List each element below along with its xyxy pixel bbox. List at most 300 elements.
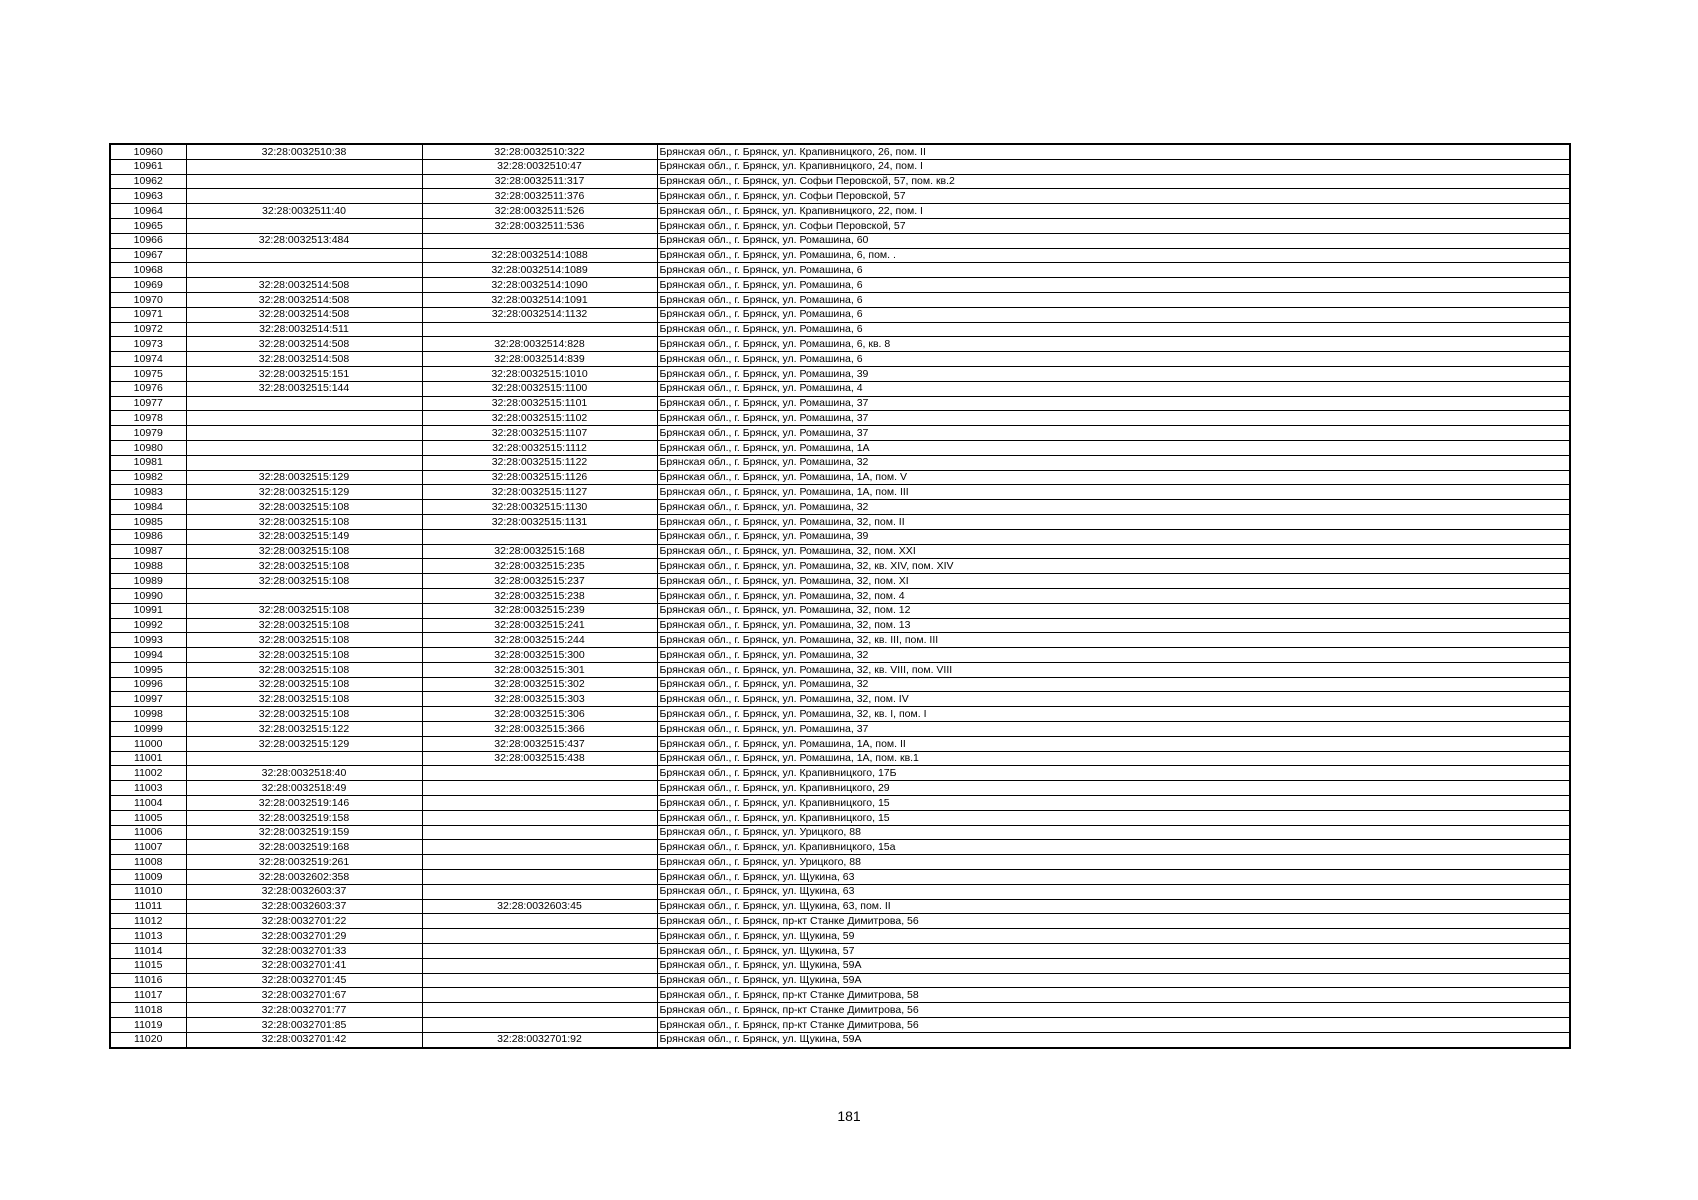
address-cell: Брянская обл., г. Брянск, ул. Ромашина, 32	[657, 677, 1570, 692]
object-cadastral-cell: 32:28:0032515:438	[422, 751, 657, 766]
table-row	[110, 381, 1570, 396]
row-number-cell: 10963	[110, 189, 186, 204]
object-cadastral-cell: 32:28:0032514:839	[422, 352, 657, 367]
object-cadastral-cell: 32:28:0032515:1102	[422, 411, 657, 426]
row-number-cell: 10977	[110, 396, 186, 411]
object-cadastral-cell	[422, 233, 657, 248]
parcel-cadastral-cell: 32:28:0032514:508	[186, 307, 422, 322]
table-row	[110, 884, 1570, 899]
table-row	[110, 263, 1570, 278]
address-cell: Брянская обл., г. Брянск, ул. Ромашина, 37	[657, 411, 1570, 426]
object-cadastral-cell	[422, 855, 657, 870]
table-row	[110, 1032, 1570, 1047]
parcel-cadastral-cell: 32:28:0032519:261	[186, 855, 422, 870]
object-cadastral-cell	[422, 529, 657, 544]
table-row	[110, 396, 1570, 411]
row-number-cell: 10992	[110, 618, 186, 633]
table-row	[110, 722, 1570, 737]
table-row	[110, 144, 1570, 159]
object-cadastral-cell	[422, 988, 657, 1003]
parcel-cadastral-cell: 32:28:0032515:129	[186, 470, 422, 485]
row-number-cell: 10970	[110, 292, 186, 307]
row-number-cell: 10997	[110, 692, 186, 707]
address-cell: Брянская обл., г. Брянск, ул. Крапивницкого, 15а	[657, 840, 1570, 855]
parcel-cadastral-cell: 32:28:0032515:122	[186, 722, 422, 737]
parcel-cadastral-cell	[186, 396, 422, 411]
parcel-cadastral-cell: 32:28:0032515:129	[186, 736, 422, 751]
parcel-cadastral-cell: 32:28:0032519:168	[186, 840, 422, 855]
parcel-cadastral-cell: 32:28:0032519:146	[186, 796, 422, 811]
row-number-cell: 10996	[110, 677, 186, 692]
table-row	[110, 292, 1570, 307]
row-number-cell: 11014	[110, 944, 186, 959]
object-cadastral-cell	[422, 870, 657, 885]
address-cell: Брянская обл., г. Брянск, ул. Ромашина, 1А	[657, 440, 1570, 455]
row-number-cell: 10967	[110, 248, 186, 263]
parcel-cadastral-cell	[186, 263, 422, 278]
row-number-cell: 11017	[110, 988, 186, 1003]
object-cadastral-cell: 32:28:0032515:1122	[422, 455, 657, 470]
object-cadastral-cell: 32:28:0032515:1107	[422, 426, 657, 441]
object-cadastral-cell: 32:28:0032515:1010	[422, 366, 657, 381]
row-number-cell: 11000	[110, 736, 186, 751]
table-row	[110, 559, 1570, 574]
parcel-cadastral-cell	[186, 751, 422, 766]
parcel-cadastral-cell: 32:28:0032701:85	[186, 1018, 422, 1033]
row-number-cell: 11011	[110, 899, 186, 914]
parcel-cadastral-cell: 32:28:0032701:45	[186, 973, 422, 988]
parcel-cadastral-cell: 32:28:0032514:508	[186, 352, 422, 367]
row-number-cell: 11012	[110, 914, 186, 929]
address-cell: Брянская обл., г. Брянск, ул. Ромашина, 32, кв. VIII, пом. VIII	[657, 662, 1570, 677]
parcel-cadastral-cell: 32:28:0032603:37	[186, 899, 422, 914]
address-cell: Брянская обл., г. Брянск, ул. Щукина, 63, пом. II	[657, 899, 1570, 914]
address-cell: Брянская обл., г. Брянск, ул. Крапивницкого, 24, пом. I	[657, 159, 1570, 174]
parcel-cadastral-cell: 32:28:0032510:38	[186, 144, 422, 159]
object-cadastral-cell: 32:28:0032515:1131	[422, 514, 657, 529]
address-cell: Брянская обл., г. Брянск, ул. Ромашина, 32	[657, 500, 1570, 515]
parcel-cadastral-cell	[186, 174, 422, 189]
table-row	[110, 618, 1570, 633]
address-cell: Брянская обл., г. Брянск, ул. Ромашина, 1А, пом. II	[657, 736, 1570, 751]
table-row	[110, 766, 1570, 781]
address-cell: Брянская обл., г. Брянск, ул. Ромашина, 6	[657, 278, 1570, 293]
table-row	[110, 958, 1570, 973]
table-row	[110, 870, 1570, 885]
object-cadastral-cell: 32:28:0032603:45	[422, 899, 657, 914]
address-cell: Брянская обл., г. Брянск, пр-кт Станке Димитрова, 56	[657, 914, 1570, 929]
row-number-cell: 10989	[110, 574, 186, 589]
row-number-cell: 11008	[110, 855, 186, 870]
parcel-cadastral-cell: 32:28:0032515:108	[186, 544, 422, 559]
property-table-body	[110, 144, 1570, 1048]
row-number-cell: 11006	[110, 825, 186, 840]
parcel-cadastral-cell: 32:28:0032514:508	[186, 337, 422, 352]
row-number-cell: 10969	[110, 278, 186, 293]
address-cell: Брянская обл., г. Брянск, ул. Ромашина, 32, пом. 12	[657, 603, 1570, 618]
parcel-cadastral-cell: 32:28:0032515:129	[186, 485, 422, 500]
parcel-cadastral-cell	[186, 411, 422, 426]
table-row	[110, 248, 1570, 263]
address-cell: Брянская обл., г. Брянск, ул. Ромашина, 6	[657, 292, 1570, 307]
row-number-cell: 10965	[110, 218, 186, 233]
table-row	[110, 603, 1570, 618]
table-row	[110, 751, 1570, 766]
object-cadastral-cell: 32:28:0032515:1126	[422, 470, 657, 485]
address-cell: Брянская обл., г. Брянск, ул. Щукина, 63	[657, 884, 1570, 899]
row-number-cell: 11015	[110, 958, 186, 973]
table-row	[110, 914, 1570, 929]
address-cell: Брянская обл., г. Брянск, ул. Ромашина, 39	[657, 366, 1570, 381]
address-cell: Брянская обл., г. Брянск, ул. Крапивницкого, 17Б	[657, 766, 1570, 781]
object-cadastral-cell: 32:28:0032514:1088	[422, 248, 657, 263]
parcel-cadastral-cell: 32:28:0032518:49	[186, 781, 422, 796]
object-cadastral-cell	[422, 944, 657, 959]
address-cell: Брянская обл., г. Брянск, ул. Ромашина, 37	[657, 722, 1570, 737]
object-cadastral-cell	[422, 1018, 657, 1033]
row-number-cell: 10990	[110, 588, 186, 603]
row-number-cell: 10968	[110, 263, 186, 278]
parcel-cadastral-cell	[186, 440, 422, 455]
row-number-cell: 10973	[110, 337, 186, 352]
address-cell: Брянская обл., г. Брянск, ул. Крапивницкого, 15	[657, 796, 1570, 811]
parcel-cadastral-cell	[186, 588, 422, 603]
row-number-cell: 10986	[110, 529, 186, 544]
row-number-cell: 10987	[110, 544, 186, 559]
table-row	[110, 648, 1570, 663]
address-cell: Брянская обл., г. Брянск, ул. Ромашина, 6	[657, 307, 1570, 322]
table-row	[110, 352, 1570, 367]
row-number-cell: 11019	[110, 1018, 186, 1033]
address-cell: Брянская обл., г. Брянск, ул. Ромашина, 32, пом. 13	[657, 618, 1570, 633]
object-cadastral-cell: 32:28:0032515:237	[422, 574, 657, 589]
table-row	[110, 692, 1570, 707]
table-row	[110, 855, 1570, 870]
table-row	[110, 633, 1570, 648]
row-number-cell: 11007	[110, 840, 186, 855]
address-cell: Брянская обл., г. Брянск, ул. Ромашина, 32, кв. XIV, пом. XIV	[657, 559, 1570, 574]
table-row	[110, 500, 1570, 515]
parcel-cadastral-cell	[186, 218, 422, 233]
object-cadastral-cell: 32:28:0032511:376	[422, 189, 657, 204]
table-row	[110, 440, 1570, 455]
object-cadastral-cell: 32:28:0032514:828	[422, 337, 657, 352]
object-cadastral-cell: 32:28:0032515:437	[422, 736, 657, 751]
table-row	[110, 1018, 1570, 1033]
address-cell: Брянская обл., г. Брянск, ул. Ромашина, 37	[657, 426, 1570, 441]
object-cadastral-cell	[422, 766, 657, 781]
table-row	[110, 662, 1570, 677]
address-cell: Брянская обл., г. Брянск, пр-кт Станке Димитрова, 56	[657, 1003, 1570, 1018]
parcel-cadastral-cell: 32:28:0032518:40	[186, 766, 422, 781]
address-cell: Брянская обл., г. Брянск, ул. Ромашина, 32, пом. 4	[657, 588, 1570, 603]
row-number-cell: 10976	[110, 381, 186, 396]
row-number-cell: 10981	[110, 455, 186, 470]
row-number-cell: 10991	[110, 603, 186, 618]
address-cell: Брянская обл., г. Брянск, ул. Щукина, 57	[657, 944, 1570, 959]
address-cell: Брянская обл., г. Брянск, ул. Щукина, 63	[657, 870, 1570, 885]
object-cadastral-cell	[422, 810, 657, 825]
parcel-cadastral-cell: 32:28:0032701:42	[186, 1032, 422, 1047]
table-row	[110, 174, 1570, 189]
parcel-cadastral-cell: 32:28:0032514:508	[186, 292, 422, 307]
row-number-cell: 10984	[110, 500, 186, 515]
object-cadastral-cell	[422, 796, 657, 811]
parcel-cadastral-cell: 32:28:0032515:108	[186, 500, 422, 515]
address-cell: Брянская обл., г. Брянск, ул. Ромашина, 32, кв. I, пом. I	[657, 707, 1570, 722]
table-row	[110, 588, 1570, 603]
object-cadastral-cell: 32:28:0032514:1091	[422, 292, 657, 307]
address-cell: Брянская обл., г. Брянск, ул. Софьи Перовской, 57	[657, 189, 1570, 204]
row-number-cell: 10995	[110, 662, 186, 677]
address-cell: Брянская обл., г. Брянск, ул. Ромашина, 32, кв. III, пом. III	[657, 633, 1570, 648]
table-row	[110, 278, 1570, 293]
parcel-cadastral-cell	[186, 189, 422, 204]
table-row	[110, 707, 1570, 722]
parcel-cadastral-cell: 32:28:0032701:33	[186, 944, 422, 959]
address-cell: Брянская обл., г. Брянск, ул. Ромашина, 32, пом. II	[657, 514, 1570, 529]
parcel-cadastral-cell: 32:28:0032515:151	[186, 366, 422, 381]
object-cadastral-cell: 32:28:0032515:238	[422, 588, 657, 603]
parcel-cadastral-cell: 32:28:0032515:144	[186, 381, 422, 396]
table-row	[110, 204, 1570, 219]
object-cadastral-cell	[422, 1003, 657, 1018]
parcel-cadastral-cell: 32:28:0032701:41	[186, 958, 422, 973]
parcel-cadastral-cell: 32:28:0032515:149	[186, 529, 422, 544]
object-cadastral-cell: 32:28:0032515:301	[422, 662, 657, 677]
table-row	[110, 796, 1570, 811]
table-row	[110, 929, 1570, 944]
table-row	[110, 470, 1570, 485]
object-cadastral-cell	[422, 840, 657, 855]
row-number-cell: 11005	[110, 810, 186, 825]
object-cadastral-cell: 32:28:0032515:303	[422, 692, 657, 707]
table-row	[110, 899, 1570, 914]
row-number-cell: 10998	[110, 707, 186, 722]
parcel-cadastral-cell: 32:28:0032515:108	[186, 618, 422, 633]
address-cell: Брянская обл., г. Брянск, ул. Ромашина, 6, кв. 8	[657, 337, 1570, 352]
row-number-cell: 10961	[110, 159, 186, 174]
parcel-cadastral-cell: 32:28:0032515:108	[186, 559, 422, 574]
parcel-cadastral-cell: 32:28:0032519:159	[186, 825, 422, 840]
row-number-cell: 10971	[110, 307, 186, 322]
row-number-cell: 11020	[110, 1032, 186, 1047]
address-cell: Брянская обл., г. Брянск, ул. Крапивницкого, 22, пом. I	[657, 204, 1570, 219]
table-row	[110, 944, 1570, 959]
table-row	[110, 411, 1570, 426]
parcel-cadastral-cell: 32:28:0032602:358	[186, 870, 422, 885]
object-cadastral-cell	[422, 884, 657, 899]
address-cell: Брянская обл., г. Брянск, ул. Ромашина, 6	[657, 352, 1570, 367]
table-row	[110, 307, 1570, 322]
address-cell: Брянская обл., г. Брянск, ул. Ромашина, 4	[657, 381, 1570, 396]
row-number-cell: 11013	[110, 929, 186, 944]
object-cadastral-cell	[422, 914, 657, 929]
parcel-cadastral-cell	[186, 426, 422, 441]
row-number-cell: 10993	[110, 633, 186, 648]
row-number-cell: 11004	[110, 796, 186, 811]
row-number-cell: 10964	[110, 204, 186, 219]
row-number-cell: 10979	[110, 426, 186, 441]
address-cell: Брянская обл., г. Брянск, ул. Ромашина, 37	[657, 396, 1570, 411]
object-cadastral-cell: 32:28:0032515:1101	[422, 396, 657, 411]
parcel-cadastral-cell: 32:28:0032515:108	[186, 633, 422, 648]
object-cadastral-cell: 32:28:0032515:168	[422, 544, 657, 559]
table-row	[110, 574, 1570, 589]
table-row	[110, 485, 1570, 500]
table-row	[110, 322, 1570, 337]
address-cell: Брянская обл., г. Брянск, ул. Ромашина, 6	[657, 322, 1570, 337]
table-row	[110, 781, 1570, 796]
object-cadastral-cell	[422, 781, 657, 796]
table-row	[110, 366, 1570, 381]
address-cell: Брянская обл., г. Брянск, ул. Софьи Перовской, 57	[657, 218, 1570, 233]
object-cadastral-cell: 32:28:0032510:47	[422, 159, 657, 174]
object-cadastral-cell	[422, 958, 657, 973]
table-row	[110, 189, 1570, 204]
address-cell: Брянская обл., г. Брянск, ул. Крапивницкого, 29	[657, 781, 1570, 796]
table-row	[110, 825, 1570, 840]
object-cadastral-cell: 32:28:0032515:239	[422, 603, 657, 618]
address-cell: Брянская обл., г. Брянск, ул. Ромашина, 32, пом. XXI	[657, 544, 1570, 559]
object-cadastral-cell: 32:28:0032515:1127	[422, 485, 657, 500]
address-cell: Брянская обл., г. Брянск, ул. Ромашина, 32, пом. XI	[657, 574, 1570, 589]
object-cadastral-cell	[422, 929, 657, 944]
row-number-cell: 11010	[110, 884, 186, 899]
row-number-cell: 11009	[110, 870, 186, 885]
parcel-cadastral-cell: 32:28:0032515:108	[186, 677, 422, 692]
address-cell: Брянская обл., г. Брянск, ул. Ромашина, 6	[657, 263, 1570, 278]
address-cell: Брянская обл., г. Брянск, ул. Урицкого, 88	[657, 855, 1570, 870]
address-cell: Брянская обл., г. Брянск, ул. Ромашина, 1А, пом. V	[657, 470, 1570, 485]
object-cadastral-cell: 32:28:0032515:306	[422, 707, 657, 722]
table-row	[110, 544, 1570, 559]
parcel-cadastral-cell: 32:28:0032515:108	[186, 603, 422, 618]
row-number-cell: 10966	[110, 233, 186, 248]
address-cell: Брянская обл., г. Брянск, ул. Щукина, 59А	[657, 1032, 1570, 1047]
table-row	[110, 529, 1570, 544]
table-row	[110, 337, 1570, 352]
address-cell: Брянская обл., г. Брянск, ул. Урицкого, 88	[657, 825, 1570, 840]
table-row	[110, 677, 1570, 692]
address-cell: Брянская обл., г. Брянск, ул. Ромашина, 1А, пом. кв.1	[657, 751, 1570, 766]
address-cell: Брянская обл., г. Брянск, ул. Ромашина, 39	[657, 529, 1570, 544]
row-number-cell: 10983	[110, 485, 186, 500]
object-cadastral-cell	[422, 322, 657, 337]
address-cell: Брянская обл., г. Брянск, пр-кт Станке Димитрова, 58	[657, 988, 1570, 1003]
address-cell: Брянская обл., г. Брянск, ул. Ромашина, 1А, пом. III	[657, 485, 1570, 500]
row-number-cell: 10972	[110, 322, 186, 337]
object-cadastral-cell: 32:28:0032514:1089	[422, 263, 657, 278]
object-cadastral-cell: 32:28:0032511:536	[422, 218, 657, 233]
object-cadastral-cell: 32:28:0032510:322	[422, 144, 657, 159]
parcel-cadastral-cell: 32:28:0032515:108	[186, 692, 422, 707]
object-cadastral-cell: 32:28:0032515:366	[422, 722, 657, 737]
parcel-cadastral-cell: 32:28:0032603:37	[186, 884, 422, 899]
parcel-cadastral-cell: 32:28:0032701:29	[186, 929, 422, 944]
page-number: 181	[837, 1108, 861, 1124]
table-row	[110, 1003, 1570, 1018]
row-number-cell: 10960	[110, 144, 186, 159]
parcel-cadastral-cell	[186, 248, 422, 263]
object-cadastral-cell: 32:28:0032515:1100	[422, 381, 657, 396]
row-number-cell: 10988	[110, 559, 186, 574]
table-row	[110, 736, 1570, 751]
table-row	[110, 973, 1570, 988]
parcel-cadastral-cell: 32:28:0032515:108	[186, 514, 422, 529]
object-cadastral-cell: 32:28:0032515:244	[422, 633, 657, 648]
address-cell: Брянская обл., г. Брянск, пр-кт Станке Димитрова, 56	[657, 1018, 1570, 1033]
table-row	[110, 988, 1570, 1003]
parcel-cadastral-cell: 32:28:0032519:158	[186, 810, 422, 825]
parcel-cadastral-cell: 32:28:0032701:22	[186, 914, 422, 929]
row-number-cell: 10999	[110, 722, 186, 737]
row-number-cell: 10962	[110, 174, 186, 189]
property-table	[109, 143, 1571, 1049]
parcel-cadastral-cell: 32:28:0032514:511	[186, 322, 422, 337]
address-cell: Брянская обл., г. Брянск, ул. Софьи Перовской, 57, пом. кв.2	[657, 174, 1570, 189]
table-row	[110, 455, 1570, 470]
parcel-cadastral-cell: 32:28:0032701:77	[186, 1003, 422, 1018]
address-cell: Брянская обл., г. Брянск, ул. Ромашина, 6, пом. .	[657, 248, 1570, 263]
table-row	[110, 840, 1570, 855]
object-cadastral-cell: 32:28:0032514:1132	[422, 307, 657, 322]
parcel-cadastral-cell	[186, 455, 422, 470]
row-number-cell: 11003	[110, 781, 186, 796]
object-cadastral-cell: 32:28:0032511:526	[422, 204, 657, 219]
row-number-cell: 10978	[110, 411, 186, 426]
row-number-cell: 10982	[110, 470, 186, 485]
row-number-cell: 10974	[110, 352, 186, 367]
address-cell: Брянская обл., г. Брянск, ул. Щукина, 59А	[657, 973, 1570, 988]
object-cadastral-cell: 32:28:0032701:92	[422, 1032, 657, 1047]
object-cadastral-cell: 32:28:0032515:235	[422, 559, 657, 574]
parcel-cadastral-cell: 32:28:0032701:67	[186, 988, 422, 1003]
row-number-cell: 10980	[110, 440, 186, 455]
address-cell: Брянская обл., г. Брянск, ул. Крапивницкого, 15	[657, 810, 1570, 825]
parcel-cadastral-cell: 32:28:0032511:40	[186, 204, 422, 219]
row-number-cell: 10994	[110, 648, 186, 663]
row-number-cell: 11002	[110, 766, 186, 781]
object-cadastral-cell: 32:28:0032515:300	[422, 648, 657, 663]
row-number-cell: 11016	[110, 973, 186, 988]
address-cell: Брянская обл., г. Брянск, ул. Щукина, 59	[657, 929, 1570, 944]
object-cadastral-cell: 32:28:0032511:317	[422, 174, 657, 189]
table-row	[110, 426, 1570, 441]
parcel-cadastral-cell: 32:28:0032513:484	[186, 233, 422, 248]
address-cell: Брянская обл., г. Брянск, ул. Ромашина, 60	[657, 233, 1570, 248]
object-cadastral-cell: 32:28:0032515:302	[422, 677, 657, 692]
row-number-cell: 11018	[110, 1003, 186, 1018]
object-cadastral-cell: 32:28:0032514:1090	[422, 278, 657, 293]
parcel-cadastral-cell: 32:28:0032515:108	[186, 574, 422, 589]
table-row	[110, 233, 1570, 248]
object-cadastral-cell	[422, 973, 657, 988]
table-row	[110, 514, 1570, 529]
address-cell: Брянская обл., г. Брянск, ул. Ромашина, 32	[657, 455, 1570, 470]
address-cell: Брянская обл., г. Брянск, ул. Ромашина, 32	[657, 648, 1570, 663]
address-cell: Брянская обл., г. Брянск, ул. Крапивницкого, 26, пом. II	[657, 144, 1570, 159]
row-number-cell: 10985	[110, 514, 186, 529]
row-number-cell: 10975	[110, 366, 186, 381]
table-row	[110, 218, 1570, 233]
row-number-cell: 11001	[110, 751, 186, 766]
parcel-cadastral-cell: 32:28:0032515:108	[186, 707, 422, 722]
object-cadastral-cell	[422, 825, 657, 840]
object-cadastral-cell: 32:28:0032515:1130	[422, 500, 657, 515]
parcel-cadastral-cell: 32:28:0032514:508	[186, 278, 422, 293]
table-row	[110, 810, 1570, 825]
